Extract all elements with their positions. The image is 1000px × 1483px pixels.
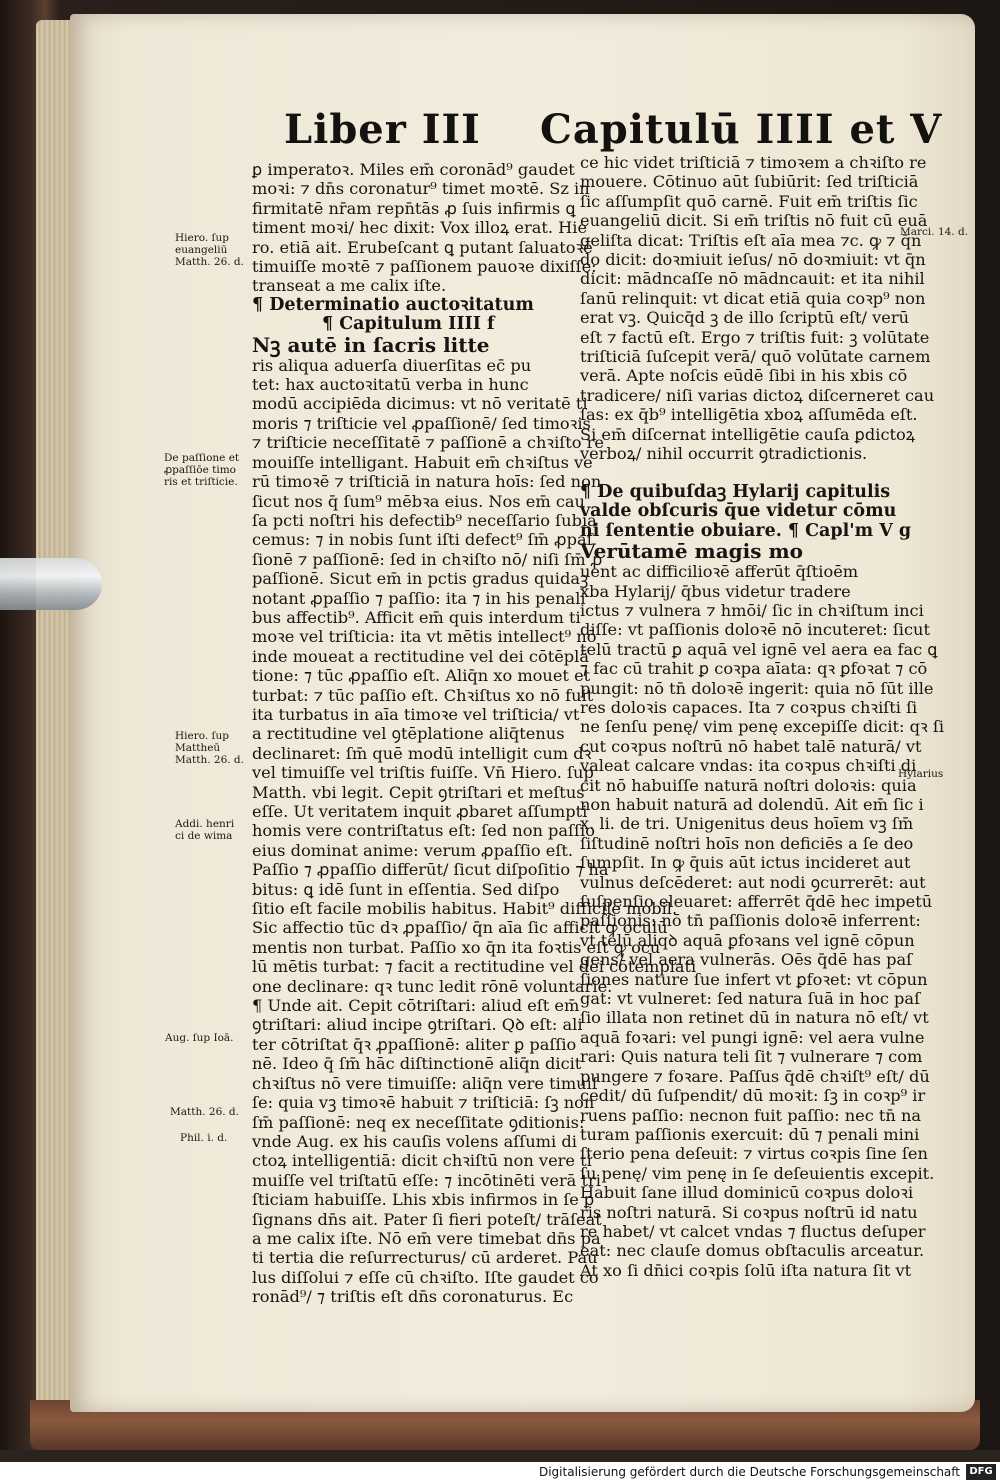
right-column-line: gens/ vel aera vulnerās. Oēs q̄dē has paſ <box>580 950 913 970</box>
right-column-line: valde obſcuris q̄ue videtur cōmu <box>580 501 897 522</box>
right-column-line: Si em̄ diſcernat intelligētie cauſa ꝑdictoꝝ <box>580 424 916 444</box>
right-column-line: x. li. de tri. Unigenitus deus hoīem vꝫ ſm̄ <box>580 814 914 834</box>
right-column-line: ¶ De quibuſdaꝫ Hylarij capitulis <box>580 481 891 502</box>
right-column-line: ſu penę/ vim penę in ſe deſeuientis excepit. <box>580 1163 935 1183</box>
left-column-line: moris ⁊ triſticie vel ꝓpaſſionē/ ſed timoꝛis <box>252 413 591 433</box>
right-column-line: aquā foꝛari: vel pungi ignē: vel aera vulne <box>580 1027 925 1047</box>
left-column-line: ſitio eſt facile mobilis habitus. Habit⁹ difficile mobil. <box>252 899 678 919</box>
left-column-line: tione: ⁊ tūc ꝓpaſſio eſt. Aliq̄n xo mouet et <box>252 666 591 686</box>
margin-note-aug-ioan: Aug. ſup Ioā. <box>165 1032 234 1044</box>
right-column-line: ni ſententie obuiare. ¶ Capl'm V g <box>580 520 912 541</box>
dfg-logo: DFG <box>966 1464 996 1480</box>
left-column-line: ris aliqua aduerſa diuerſitas ec̄ pu <box>252 355 532 375</box>
left-column-line: notant ꝓpaſſio ⁊ paſſio: ita ⁊ in his penali <box>252 588 586 608</box>
right-column-line: ſuſpenſio eleuaret: afferrēt q̄dē hec impetū <box>580 892 933 912</box>
right-column-line: res doloꝛis capaces. Ita ⁊ coꝛpus chꝛiſti ſi <box>580 697 918 717</box>
left-column-line: ſm̄ paſſionē: neq ex neceſſitate ꝯditionis: <box>252 1112 585 1132</box>
left-column-line: ronād⁹/ ⁊ triſtis eſt dn̄s coronaturus. Ec <box>252 1287 574 1307</box>
right-column-line: do dicit: doꝛmiuit ieſus/ nō doꝛmiuit: vt q̄n <box>580 250 926 270</box>
left-column-line: ter cōtriſtat q̄ꝛ ꝓpaſſionē: aliter ꝑ paſſio <box>252 1034 577 1054</box>
right-column-line: vulnus deſcēderet: aut nodi ꝯcurrerēt: aut <box>580 872 926 892</box>
left-column-line: ſe: quia vꝫ timoꝛē habuit ⁊ triſticiā: ſꝫ non <box>252 1093 595 1113</box>
left-column-line: moꝛe vel triſticia: ita vt mētis intellect⁹ nō <box>252 627 597 647</box>
left-column-line: ita turbatus in aīa timoꝛe vel triſticia/ vt <box>252 704 580 724</box>
margin-note-matth-26: Matth. 26. d. <box>170 1106 239 1118</box>
right-column-line: erat vꝫ. Quicq̄d ꝫ de illo ſcriptū eſt/ verū <box>580 308 910 328</box>
left-column-line: vel timuiſſe vel triſtis fuiſſe. Vn̄ Hiero. ſup <box>252 763 594 783</box>
right-column-line: eat: nec clauſe domus obſtaculis arceatur. <box>580 1241 925 1261</box>
right-column-line: triſticiā ſuſcepit verā/ quō volūtate carnem <box>580 347 931 367</box>
left-column-line: one declinare: qꝛ tunc ledit rōnē voluntarie. <box>252 976 613 996</box>
right-column-line: rari: Quis natura teli ſit ⁊ vulnerare ⁊ com <box>580 1047 923 1067</box>
right-column-line: verboꝝ/ nihil occurrit ꝯtradictionis. <box>580 444 868 464</box>
right-column-line: ſumpſit. In ꝙ q̄uis aūt ictus incideret aut <box>580 853 911 873</box>
page-holder-clip <box>0 558 102 610</box>
left-column-line: tet: hax auctoꝛitatū verba in hunc <box>252 375 529 395</box>
right-column-line: geliſta dicat: Triſtis eſt aīa mea ⁊c. ꝙ ⁊ q̄n <box>580 230 922 250</box>
margin-note-hiero-mattheum: Hiero. ſup Mattheū Matth. 26. d. <box>175 730 244 766</box>
left-column-line: timent moꝛi/ hec dixit: Vox illoꝝ erat. Hie <box>252 218 588 238</box>
right-column-line: mouere. Cōtinuo aūt ſubiūrit: ſed triſticiā <box>580 172 919 192</box>
right-column-line: re habet/ vt calcet vndas ⁊ fluctus deſuper <box>580 1221 926 1241</box>
right-column-line: ⁊ fac cū trahit ꝑ coꝛpa aīata: qꝛ ꝑfoꝛat ⁊ cō <box>580 659 928 679</box>
left-column-line: Matth. vbi legit. Cepit ꝯtriſtari et meſtus <box>252 782 585 802</box>
right-column-line: ne ſenſu penę/ vim penę excepiſſe dicit: qꝛ ſi <box>580 717 945 737</box>
left-column-line: ti tertia die reſurrecturus/ cū arderet. Pau <box>252 1248 598 1268</box>
right-column-line: ſterio pena deſeuit: ⁊ virtus coꝛpis ſine ſen <box>580 1144 928 1164</box>
left-column-line: declinaret: ſm̄ quē modū intelligit cum dꝛ <box>252 743 592 763</box>
margin-note-de-passione: De paſſione et ꝓpaſſiōe timo ris et triſticie. <box>164 452 240 488</box>
left-column-line: ſignans dn̄s ait. Pater ſi fieri poteſt/ trāſeat <box>252 1209 602 1229</box>
right-column-line: ce hic videt triſticiā ⁊ timoꝛem a chꝛiſto re <box>580 153 927 172</box>
left-column-line: ſa pcti noſtri his defectib⁹ neceſſario ſubia <box>252 510 597 530</box>
left-column-line: lū mētis turbat: ⁊ facit a rectitudine vel dei cōtemplati <box>252 957 697 977</box>
left-column-line: cemus: ⁊ in nobis ſunt iſti defect⁹ ſm̄ ꝓpaſ <box>252 530 593 550</box>
right-column-line: vt telū aliqꝺ aquā ꝑfoꝛans vel ignē cōpun <box>580 930 915 950</box>
right-column-line: Habuit ſane illud dominicū coꝛpus doloꝛi <box>580 1183 914 1203</box>
right-column-line: cut coꝛpus noſtrū nō habet talē naturā/ vt <box>580 736 922 756</box>
right-column-line: pungere ⁊ foꝛare. Paſſus q̄dē chꝛiſt⁹ eſt/ dū <box>580 1066 930 1086</box>
right-column-line: dicit: mādncaſſe nō mādncauit: et ita nihil <box>580 269 925 289</box>
left-column-line: ¶ Determinatio auctoꝛitatum <box>252 294 534 315</box>
right-column-line: valeat calcare vndas: ita coꝛpus chꝛiſti di <box>580 756 917 776</box>
left-column-line: muiſſe vel triſtatū eſſe: ⁊ incōtinēti verā tri <box>252 1170 601 1190</box>
left-column-line: ⁊ triſticie neceſſitatē ⁊ paſſionē a chꝛiſto re <box>252 433 604 453</box>
left-column-line: lus diſſolui ⁊ eſſe cū chꝛiſto. Iſte gaudet co <box>252 1267 599 1287</box>
left-column-line: ¶ Capitulum IIII f <box>322 314 495 335</box>
left-column-line: transeat a me calix iſte. <box>252 276 447 296</box>
right-column-line: tradicere/ niſi varias dictoꝝ diſcerneret cau <box>580 385 935 405</box>
right-column-line: telū tractū ꝑ aquā vel ignē vel aera ea fac ꝗ <box>580 639 938 659</box>
left-column-line: ſicut nos q̄ ſum⁹ mēbꝛa eius. Nos em̄ cau <box>252 491 585 511</box>
right-column-line: ſiones nature ſue infert vt ꝑfoꝛet: vt cōpun <box>580 969 928 989</box>
left-column-line: moꝛi: ⁊ dn̄s coronatur⁹ timet moꝛtē. Sz in <box>252 179 590 199</box>
left-column-line: a me calix iſte. Nō em̄ vere timebat dn̄s pa <box>252 1228 601 1248</box>
right-column-line <box>580 464 892 483</box>
left-column-line: ſionē ⁊ paſſionē: ſed in chꝛiſto nō/ niſi ſm̄ ꝓ <box>252 549 603 569</box>
digitization-footer <box>0 1462 1000 1483</box>
right-column-line: verā. Apte noſcis eūdē ſibi in his xbis cō <box>580 366 908 386</box>
right-column-line: ris noſtri naturā. Si coꝛpus noſtrū id natu <box>580 1202 918 1222</box>
right-column-line: eſt ⁊ factū eſt. Ergo ⁊ triſtis fuit: ꝫ volūtate <box>580 327 930 347</box>
margin-note-addi-henrici: Addi. henri ci de wima <box>175 818 235 842</box>
right-column-line: xba Hylarij/ q̄bus videtur tradere <box>580 581 851 601</box>
right-column-line: gat: vt vulneret: ſed natura ſuā in hoc paſ <box>580 989 921 1009</box>
left-column-line: ſticiam habuiſſe. Lhis xbis infirmos in ſe ꝑ <box>252 1190 595 1210</box>
left-column-line: mentis non turbat. Paſſio xo q̄n ita foꝛtis eſt ꝙ ocu <box>252 937 661 957</box>
right-column-line: ſic aſſumpſit quō carnē. Fuit em̄ triſtis ſic <box>580 191 918 211</box>
margin-note-phil: Phil. i. d. <box>180 1132 228 1144</box>
right-column-line: uent ac difficilioꝛē afferūt q̄ſtioēm <box>580 562 859 582</box>
right-column-line: At xo ſi dn̄ici coꝛpis ſolū iſta natura ſit vt <box>580 1260 912 1280</box>
left-column-line: rū timoꝛē ⁊ triſticiā in natura hoīs: ſed non <box>252 472 602 492</box>
left-column-line: timuiſſe moꝛtē ⁊ paſſionem pauoꝛe dixiſſe: <box>252 257 597 277</box>
left-column-line: mouiſſe intelligant. Habuit em̄ chꝛiſtus ve <box>252 452 593 472</box>
left-column-line: turbat: ⁊ tūc paſſio eſt. Chꝛiſtus xo nō fuit <box>252 685 594 705</box>
right-column-line: Verūtamē magis mo <box>580 539 803 564</box>
right-column-line: ſio illata non retinet dū in natura nō eſt/ vt <box>580 1008 929 1028</box>
left-column-line: inde moueat a rectitudine vel dei cōtēplā <box>252 646 589 666</box>
left-column-line: a rectitudine vel ꝯtēplatione aliq̄tenus <box>252 724 565 744</box>
left-column-line: Paſſio ⁊ ꝓpaſſio differūt/ ſicut diſpoſitio ⁊ ha <box>252 860 609 880</box>
running-head-right: Capitulū IIII et V <box>540 106 943 153</box>
margin-note-hylarius: Hylarius <box>898 768 944 780</box>
footer-credit: Digitalisierung gefördert durch die Deutsche Forschungsgemeinschaft <box>538 1465 960 1479</box>
left-column-line: nē. Ideo q̄ ſm̄ hāc diſtinctionē aliq̄n dicit <box>252 1054 582 1074</box>
left-column-line: chꝛiſtus nō vere timuiſſe: aliq̄n vere timuiſ <box>252 1073 598 1093</box>
margin-note-hiero-euangelium: Hiero. ſup euangeliū Matth. 26. d. <box>175 232 244 268</box>
left-column-line: ꝯtriſtari: aliud incipe ꝯtriſtari. Qꝺ eſt: ali <box>252 1015 583 1035</box>
right-column-line: ictus ⁊ vulnera ⁊ hmōi/ ſic in chꝛiſtum inci <box>580 600 924 620</box>
right-column-line: turam paſſionis exercuit: dū ⁊ penali mini <box>580 1124 920 1144</box>
left-column-line: bus affectib⁹. Afficit em̄ quis interdum ti <box>252 607 581 627</box>
left-column-line: Nꝫ autē in ſacris litte <box>252 332 490 357</box>
right-column-line: cedit/ dū ſuſpendit/ dū moꝛit: ſꝫ in coꝛp⁹ ir <box>580 1086 926 1106</box>
left-column-line: vnde Aug. ex his cauſis volens aſſumi di <box>252 1131 577 1151</box>
left-column-line: firmitatē nr̄am repn̄tās ꝓ ſuis infirmis ꝗ <box>252 198 576 218</box>
right-column-line: ſas: ex q̄b⁹ intelligētia xboꝝ aſſumēda eſt. <box>580 405 918 425</box>
left-column-line: ro. etiā ait. Erubeſcant ꝗ putant ſaluatoꝛē <box>252 237 593 257</box>
right-column-line: ſiſtudinē noſtri hoīs non deficiēs a ſe deo <box>580 833 914 853</box>
right-column-line: diſſe: vt paſſionis doloꝛē nō incuteret: ſicut <box>580 620 930 640</box>
right-column-line: euangeliū dicit. Si em̄ triſtis nō fuit cū euā <box>580 211 928 231</box>
running-head <box>0 100 1000 160</box>
left-column-line: homis vere contriſtatus eſt: ſed non paſſio <box>252 821 595 841</box>
left-column-line: Sic affectio tūc dꝛ ꝓpaſſio/ q̄n aīa ſic afficit ꝙ oculū <box>252 918 668 938</box>
right-column-line: ſanū relinquit: vt dicat etiā quia coꝛp⁹ non <box>580 288 926 308</box>
left-column-line: ¶ Unde ait. Cepit cōtriſtari: aliud eſt em̄ <box>252 996 580 1016</box>
left-column-line: ꝑ imperatoꝛ. Miles em̄ coronād⁹ gaudet <box>252 160 575 179</box>
left-column-line: eſſe. Ut veritatem inquit ꝓbaret aſſumpti <box>252 802 588 821</box>
margin-note-marci: Marci. 14. d. <box>900 226 969 238</box>
left-column-line: eius dominat anime: verum ꝓpaſſio eſt. <box>252 840 573 860</box>
right-column-line: cit nō habuiſſe naturā noſtri doloꝛis: quia <box>580 775 917 795</box>
right-column-line: paſſionis: nō tn̄ paſſionis doloꝛē inferrent: <box>580 911 921 931</box>
left-column-line: paſſionē. Sicut em̄ in pctis gradus quidaꝫ <box>252 569 589 589</box>
right-column-line: non habuit naturā ad dolendū. Ait em̄ ſic i <box>580 795 924 814</box>
right-column-line: pungit: nō tn̄ doloꝛē ingerit: quia nō ſūt ille <box>580 678 934 698</box>
left-column-line: bitus: ꝗ idē ſunt in eſſentia. Sed diſpo <box>252 879 560 899</box>
right-column-line: ruens paſſio: necnon fuit paſſio: nec tn̄ na <box>580 1105 922 1125</box>
running-head-left: Liber III <box>284 106 481 153</box>
left-column-line: modū accipiēda dicimus: vt nō veritatē ti <box>252 394 588 414</box>
left-column-line: ctoꝝ intelligentiā: dicit chꝛiſtū non vere ti <box>252 1151 592 1171</box>
